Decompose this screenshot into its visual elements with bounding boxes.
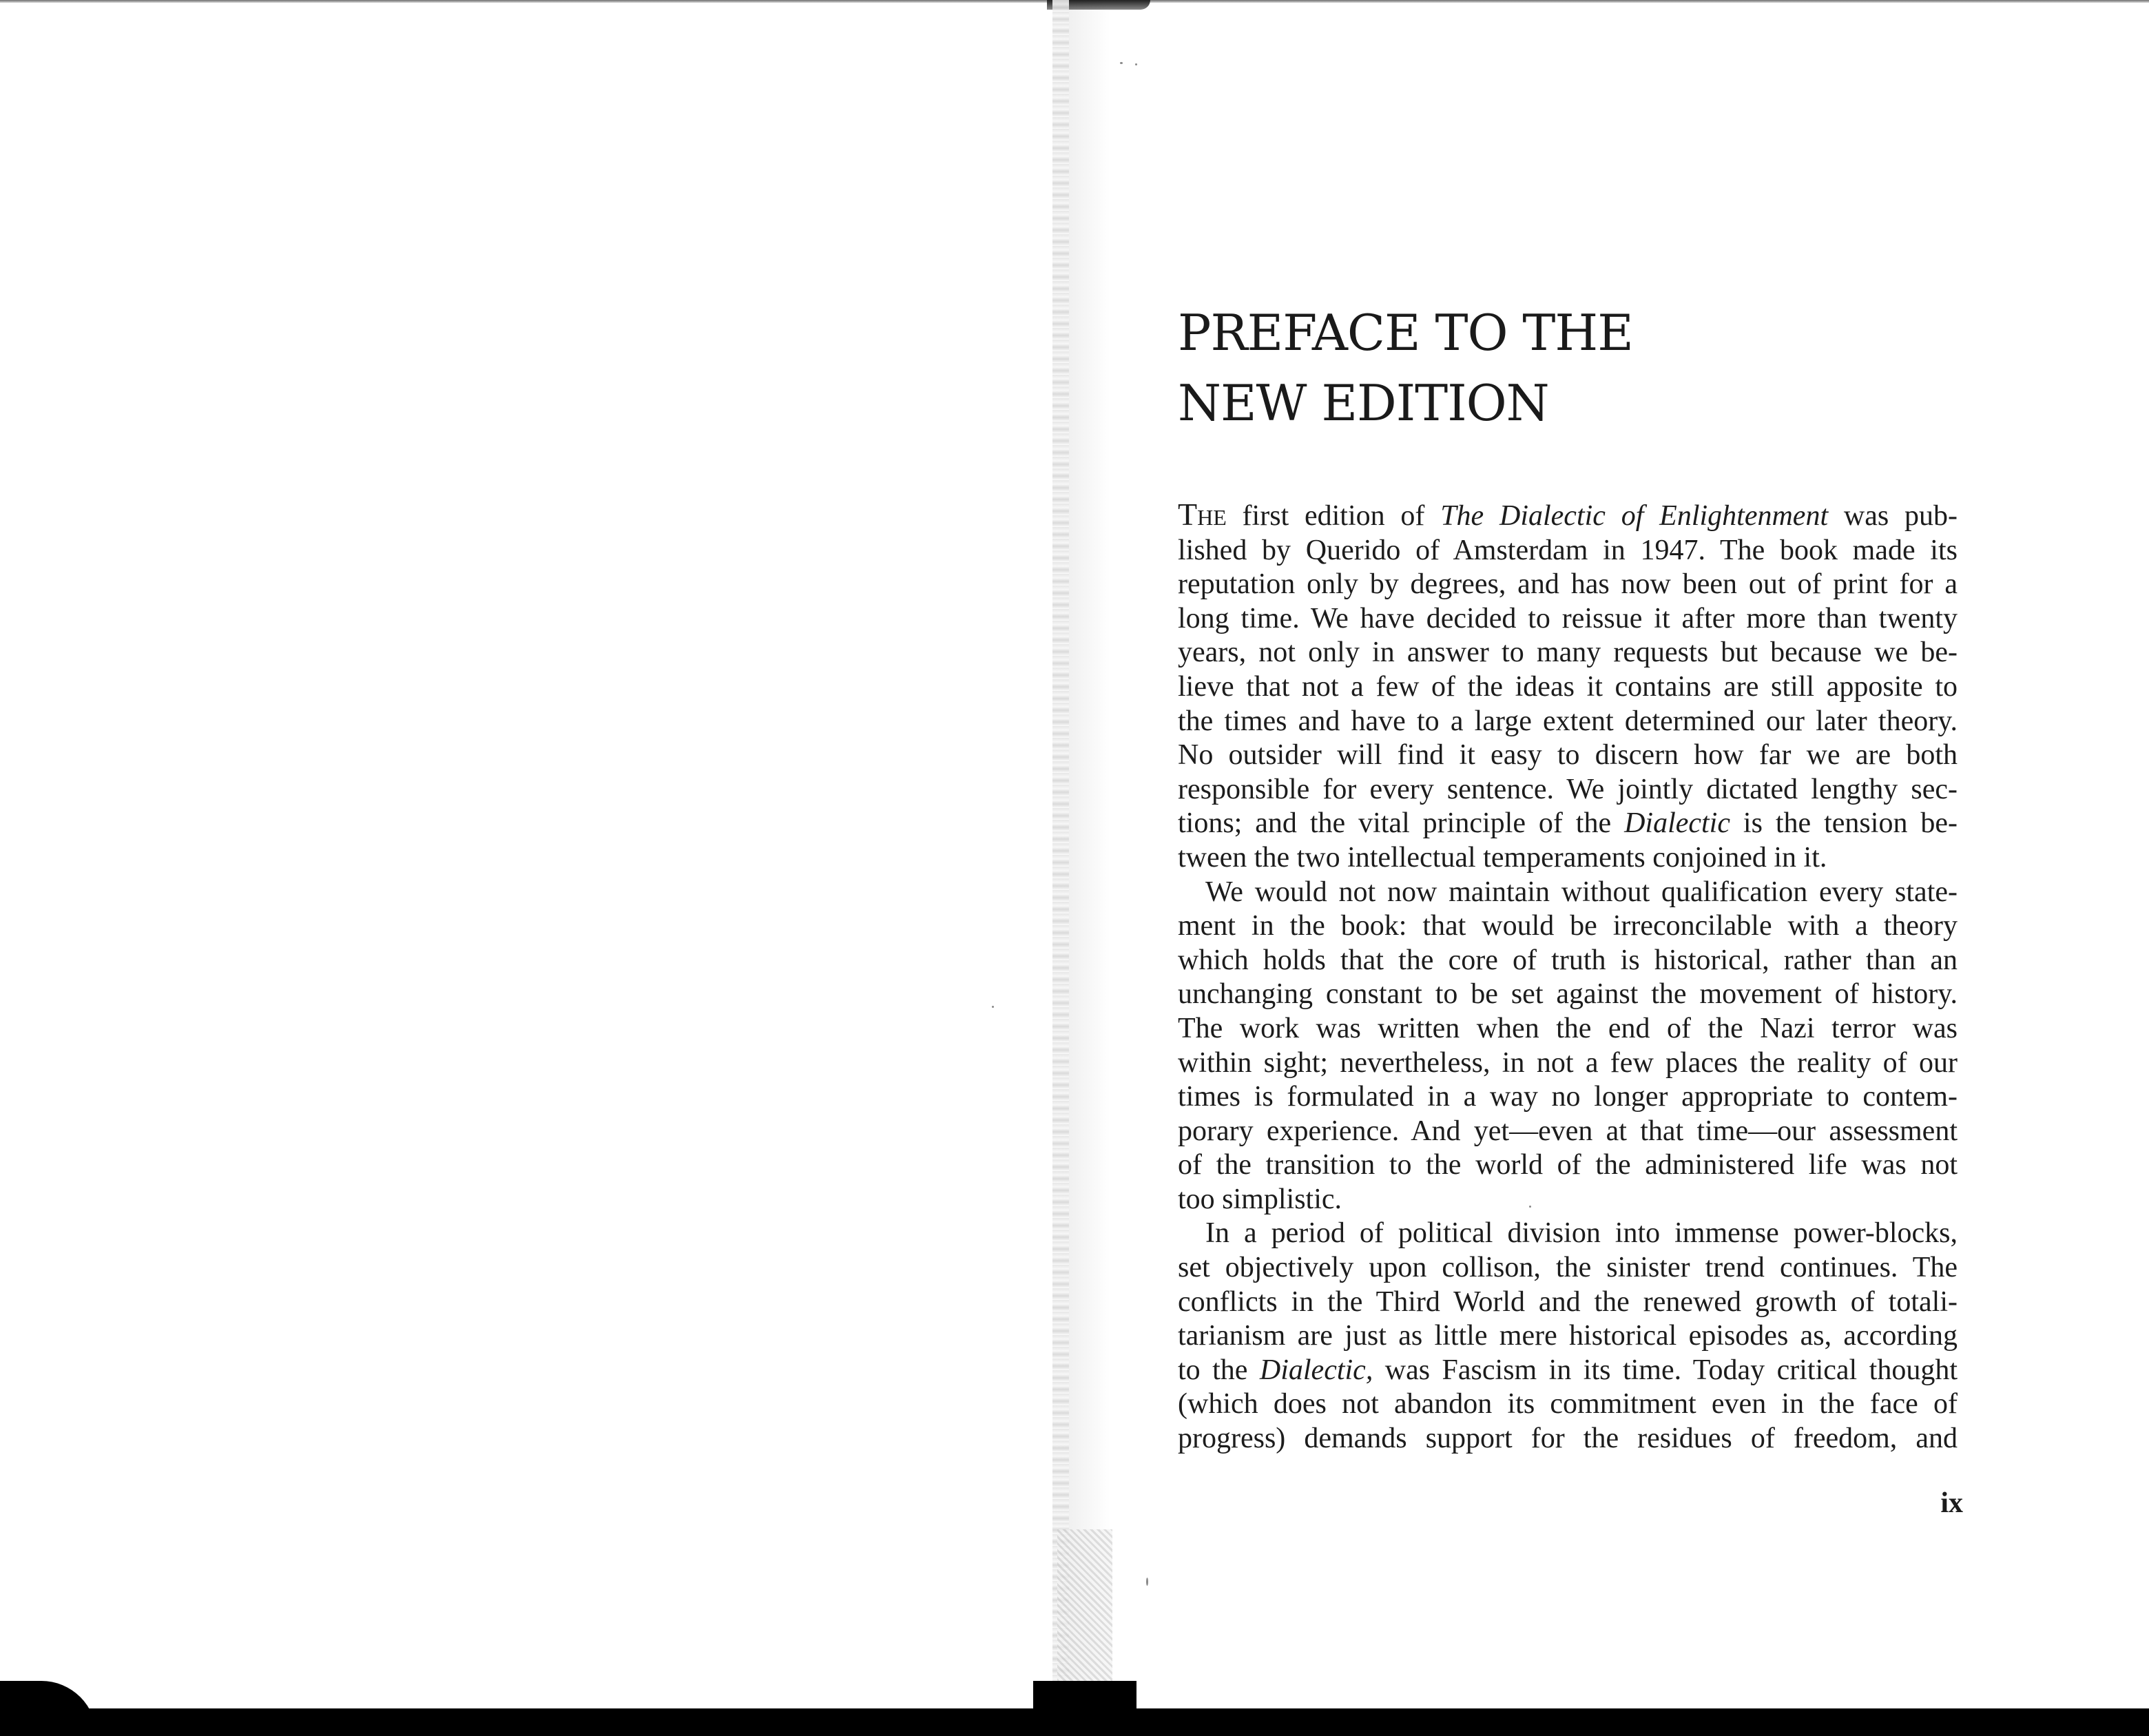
text-line: progress) demands support for the residues of freedom, and: [1178, 1423, 1958, 1455]
text-line: times is formulated in a way no longer appropriate to contem-: [1178, 1081, 1958, 1113]
title-line-2: NEW EDITION: [1178, 374, 1549, 432]
text-run: to the: [1178, 1354, 1260, 1386]
emphasis: Dialectic,: [1259, 1354, 1373, 1386]
text-line: too simplistic.: [1178, 1183, 1342, 1215]
text-line: We would not now maintain without qualification every state-: [1205, 876, 1958, 908]
gutter-shadow: [1069, 0, 1110, 1708]
body-text: [1178, 497, 1958, 1456]
text-line: the times and have to a large extent determined our later theory.: [1178, 705, 1958, 737]
text-line: No outsider will find it easy to discern how far we are both: [1178, 739, 1958, 772]
text-line: tarianism are just as little mere historical episodes as, according: [1178, 1320, 1958, 1352]
book-title: The Dialectic of Enlightenment: [1440, 500, 1829, 532]
text-line: conflicts in the Third World and the renewed growth of totali-: [1178, 1285, 1958, 1318]
text-line: set objectively upon collison, the sinister trend continues. The: [1178, 1252, 1958, 1284]
title-line-1: PREFACE TO THE: [1178, 304, 1633, 362]
text-line: (which does not abandon its commitment even in the face of: [1178, 1388, 1958, 1420]
text-line: In a period of political division into immense power-blocks,: [1205, 1217, 1958, 1250]
text-line: tween the two intellectual temperaments conjoined in it.: [1178, 841, 1827, 874]
text-line: reputation only by degrees, and has now been out of print for a: [1178, 568, 1958, 601]
paragraph-2: [1178, 876, 1958, 1217]
emphasis: Dialectic: [1624, 807, 1730, 840]
text-line: [1178, 497, 1958, 534]
paragraph-1: [1178, 497, 1958, 876]
text-run: tions; and the vital principle of the: [1178, 807, 1625, 840]
text-line: lished by Querido of Amsterdam in 1947. The book made its: [1178, 534, 1958, 566]
right-page: [1178, 0, 1963, 1708]
text-line: long time. We have decided to reissue it after more than twenty: [1178, 602, 1958, 634]
lead-word: The: [1178, 497, 1227, 532]
text-line: of the transition to the world of the administered life was not: [1178, 1149, 1958, 1181]
text-line: years, not only in answer to many requests but because we be-: [1178, 637, 1958, 669]
page-number: ix: [1940, 1487, 1963, 1519]
text-line: ment in the book: that would be irreconcilable with a theory: [1178, 910, 1958, 942]
text-line: [1178, 807, 1958, 841]
scan-speck: [1135, 63, 1137, 65]
text-line: [1178, 1354, 1958, 1388]
chapter-title: [1178, 298, 1633, 438]
text-line: lieve that not a few of the ideas it contains are still apposite to: [1178, 670, 1958, 703]
scan-bottom-edge: [0, 1708, 2149, 1736]
text-run: is the tension be-: [1730, 807, 1958, 840]
text-line: The work was written when the end of the Nazi terror was: [1178, 1012, 1958, 1044]
text-line: which holds that the core of truth is historical, rather than an: [1178, 944, 1958, 976]
scan-speck: [1146, 1578, 1148, 1586]
scan-speck: [1120, 62, 1123, 64]
text-line: unchanging constant to be set against the movement of history.: [1178, 978, 1958, 1011]
scan-speck: [992, 1006, 994, 1008]
paragraph-3: [1178, 1217, 1958, 1456]
text-line: responsible for every sentence. We jointly dictated lengthy sec-: [1178, 773, 1958, 805]
text-line: porary experience. And yet—even at that time—our assessment: [1178, 1115, 1958, 1147]
book-gutter: [1052, 0, 1069, 1708]
text-run: was pub-: [1828, 500, 1958, 532]
text-line: within sight; nevertheless, in not a few places the reality of our: [1178, 1046, 1958, 1079]
text-run: first edition of: [1226, 500, 1441, 532]
text-run: was Fascism in its time. Today critical thought: [1373, 1354, 1958, 1386]
